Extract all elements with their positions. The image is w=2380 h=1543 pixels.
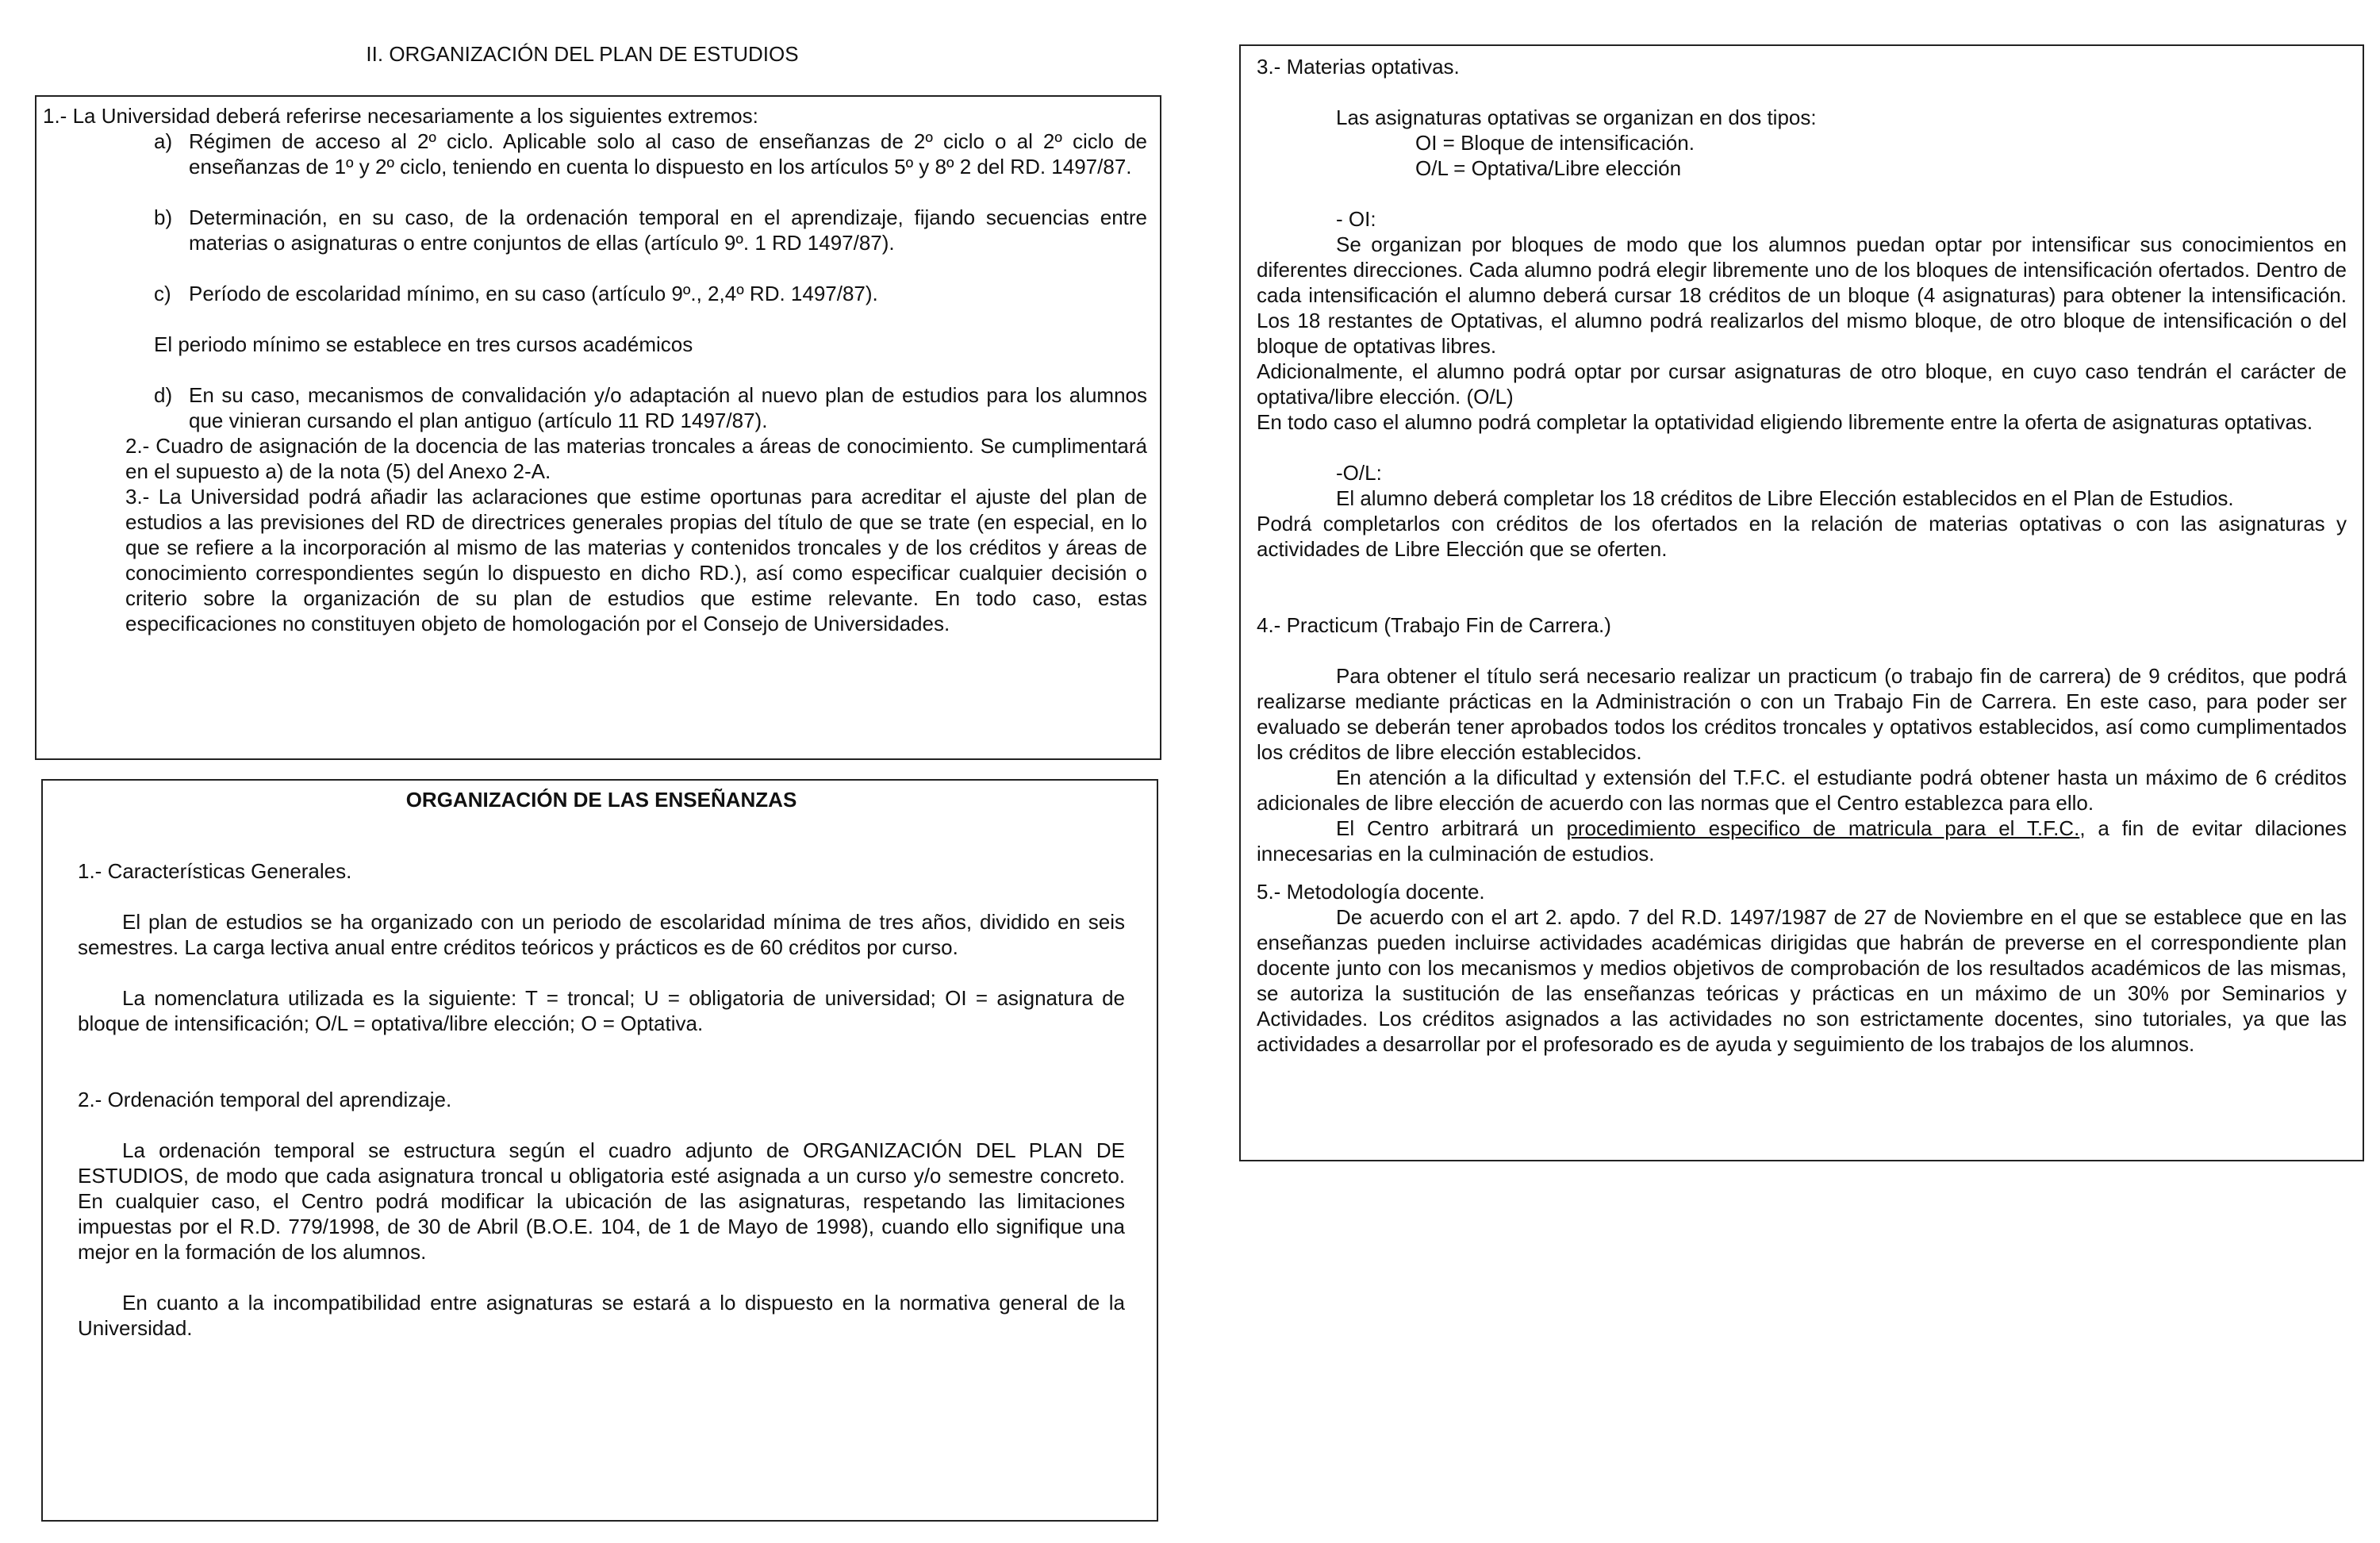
item-label: a) bbox=[154, 129, 173, 153]
section-5-heading: 5.- Metodología docente. bbox=[1257, 880, 1485, 904]
teaching-organization-title: ORGANIZACIÓN DE LAS ENSEÑANZAS bbox=[405, 788, 797, 812]
section-4-paragraph: En atención a la dificultad y extensión del T.F.C. el estudiante podrá obtener hasta un máximo de 6 créditos adicionales de libre elección de acuerdo con las normas que el Centro establezca para ello. bbox=[1257, 766, 2347, 815]
text-run: , a fin de evitar dilaciones innecesarias en la culminación de estudios. bbox=[1257, 816, 2347, 866]
item-label: b) bbox=[154, 205, 173, 229]
section-3-intro: Las asignaturas optativas se organizan en dos tipos: bbox=[1336, 106, 1817, 129]
oi-paragraph: En todo caso el alumno podrá completar la optatividad eligiendo libremente entre la oferta de asignaturas optativas. bbox=[1257, 410, 2313, 434]
requirements-intro: 1.- La Universidad deberá referirse necesariamente a los siguientes extremos: bbox=[43, 104, 758, 128]
page-title: II. ORGANIZACIÓN DEL PLAN DE ESTUDIOS bbox=[366, 42, 799, 66]
type-item: O/L = Optativa/Libre elección bbox=[1415, 156, 1682, 180]
section-1-paragraph: El plan de estudios se ha organizado con un periodo de escolaridad mínima de tres años, dividido en seis semestres. La carga lectiva anual entre créditos teóricos y prácticos es de 60 créditos por curso. bbox=[78, 910, 1125, 959]
point-3: 3.- La Universidad podrá añadir las aclaraciones que estime oportunas para acreditar el ajuste del plan de estudios a las previsiones del RD de directrices generales propias del título de que se trate (en especial, en lo que se refiere a la incorporación al mismo de las materias y contenidos troncales y de los créditos y áreas de conocimiento correspondientes según lo dispuesto en dicho RD.), así como especificar cualquier decisión o criterio sobre la organización de su plan de estudios que estime relevante. En todo caso, estas especificaciones no constituyen objeto de homologación por el Consejo de Universidades. bbox=[125, 485, 1147, 635]
section-2-paragraph: La ordenación temporal se estructura según el cuadro adjunto de ORGANIZACIÓN DEL PLAN DE ESTUDIOS, de modo que cada asignatura troncal u obligatoria esté asignada a un curso y/o semestre concreto. En cualquier caso, el Centro podrá modificar la ubicación de las asignaturas, respetando las limitaciones impuestas por el R.D. 779/1998, de 30 de Abril (B.O.E. 104, de 1 de Mayo de 1998), cuando ello signifique una mejor en la formación de los alumnos. bbox=[78, 1138, 1125, 1264]
item-text: Período de escolaridad mínimo, en su caso (artículo 9º., 2,4º RD. 1497/87). bbox=[189, 282, 878, 305]
teaching-organization-box bbox=[41, 779, 1158, 1522]
type-item: OI = Bloque de intensificación. bbox=[1415, 131, 1695, 155]
item-text: Determinación, en su caso, de la ordenación temporal en el aprendizaje, fijando secuencias entre materias o asignaturas o entre conjuntos de ellas (artículo 9º. 1 RD 1497/87). bbox=[189, 205, 1147, 255]
list-item bbox=[154, 281, 1147, 306]
section-3-heading: 3.- Materias optativas. bbox=[1257, 55, 1460, 79]
text-run: El Centro arbitrará un bbox=[1336, 816, 1567, 840]
section-4-paragraph bbox=[1257, 816, 2347, 866]
ol-paragraph: El alumno deberá completar los 18 créditos de Libre Elección establecidos en el Plan de Estudios. bbox=[1336, 486, 2234, 510]
item-text: En su caso, mecanismos de convalidación y/o adaptación al nuevo plan de estudios para los alumnos que vinieran cursando el plan antiguo (artículo 11 RD 1497/87). bbox=[189, 383, 1147, 432]
underlined-procedure: procedimiento especifico de matricula para el T.F.C. bbox=[1566, 816, 2080, 840]
list-item bbox=[154, 129, 1147, 179]
list-item bbox=[154, 382, 1147, 433]
section-4-heading: 4.- Practicum (Trabajo Fin de Carrera.) bbox=[1257, 613, 1611, 637]
section-1-heading: 1.- Características Generales. bbox=[78, 859, 352, 883]
ol-heading: -O/L: bbox=[1336, 461, 1382, 485]
requirements-box bbox=[35, 95, 1161, 760]
section-1-paragraph: La nomenclatura utilizada es la siguiente: T = troncal; U = obligatoria de universidad; OI = asignatura de bloque de intensificación; O/L = optativa/libre elección; O = Optativa. bbox=[78, 986, 1125, 1035]
period-note: El periodo mínimo se establece en tres cursos académicos bbox=[154, 332, 693, 356]
section-2-paragraph: En cuanto a la incompatibilidad entre asignaturas se estará a lo dispuesto en la normativa general de la Universidad. bbox=[78, 1291, 1125, 1340]
section-5-paragraph: De acuerdo con el art 2. apdo. 7 del R.D. 1497/1987 de 27 de Noviembre en el que se establece que en las enseñanzas pueden incluirse actividades académicas dirigidas que habrán de preverse en el correspondiente plan docente junto con los mecanismos y medios objetivos de comprobación de los resultados académicos de las mismas, se autoriza la sustitución de las enseñanzas teóricas y prácticas en un máximo de un 30% por Seminarios y Actividades. Los créditos asignados a las actividades no son estrictamente docentes, sino tutoriales, ya que las actividades a desarrollar por el profesorado es de ayuda y seguimiento de los trabajos de los alumnos. bbox=[1257, 905, 2347, 1056]
ol-paragraph: Podrá completarlos con créditos de los ofertados en la relación de materias optativas o con las asignaturas y actividades de Libre Elección que se oferten. bbox=[1257, 512, 2347, 561]
item-text: Régimen de acceso al 2º ciclo. Aplicable solo al caso de enseñanzas de 2º ciclo o al 2º ciclo de enseñanzas de 1º y 2º ciclo, teniendo en cuenta lo dispuesto en los artículos 5º y 8º 2 del RD. 1497/87. bbox=[189, 129, 1147, 178]
section-4-paragraph: Para obtener el título será necesario realizar un practicum (o trabajo fin de carrera) de 9 créditos, que podrá realizarse mediante prácticas en la Administración o con un Trabajo Fin de Carrera. En este caso, para poder ser evaluado se deberán tener aprobados todos los créditos troncales y optativos establecidos, así como cumplimentados los créditos de libre elección establecidos. bbox=[1257, 664, 2347, 764]
point-2: 2.- Cuadro de asignación de la docencia de las materias troncales a áreas de conocimiento. Se cumplimentará en el supuesto a) de la nota (5) del Anexo 2-A. bbox=[125, 434, 1147, 483]
oi-paragraph: Adicionalmente, el alumno podrá optar por cursar asignaturas de otro bloque, en cuyo caso tendrán el carácter de optativa/libre elección. (O/L) bbox=[1257, 359, 2347, 409]
item-label: c) bbox=[154, 282, 171, 305]
oi-heading: - OI: bbox=[1336, 207, 1376, 231]
item-label: d) bbox=[154, 383, 173, 407]
oi-paragraph: Se organizan por bloques de modo que los alumnos puedan optar por intensificar sus conocimientos en diferentes direcciones. Cada alumno podrá elegir libremente uno de los bloques de intensificación ofertados. Dentro de cada intensificación el alumno deberá cursar 18 créditos de un bloque (4 asignaturas) para obtener la intensificación. Los 18 restantes de Optativas, el alumno podrá realizarlos del mismo bloque, de otro bloque de intensificación o del bloque de optativas libres. bbox=[1257, 232, 2347, 358]
optional-subjects-box bbox=[1239, 44, 2364, 1161]
section-2-heading: 2.- Ordenación temporal del aprendizaje. bbox=[78, 1088, 452, 1111]
list-item bbox=[154, 205, 1147, 255]
